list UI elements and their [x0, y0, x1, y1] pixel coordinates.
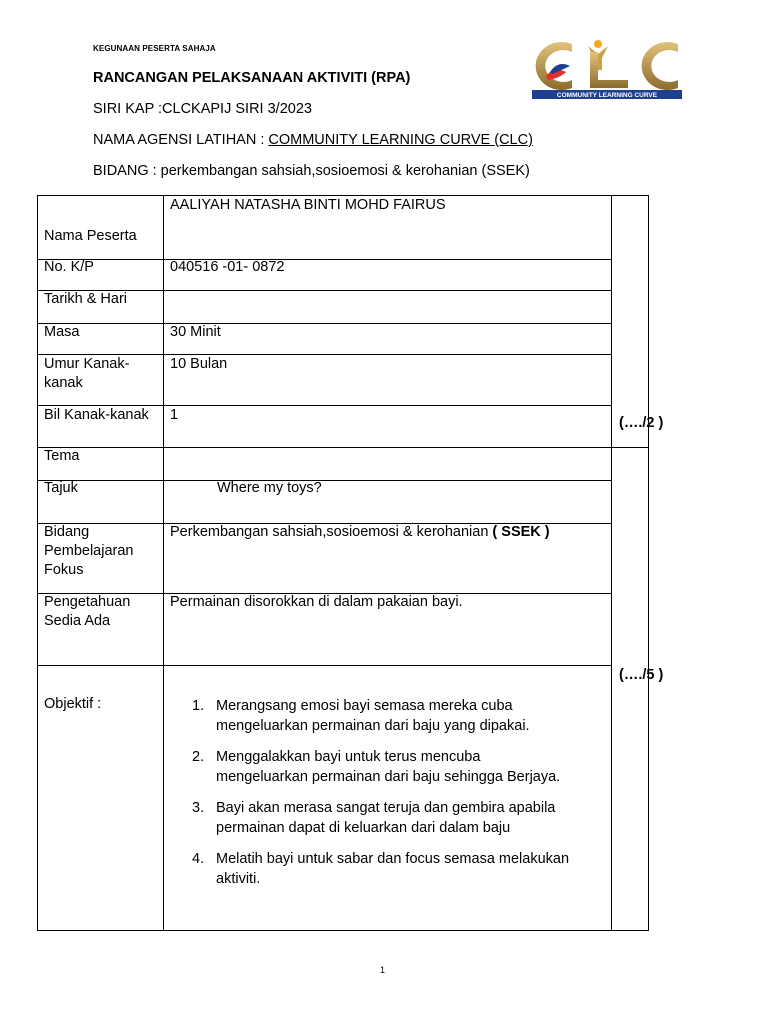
- value-masa: 30 Minit: [170, 324, 221, 340]
- label-pengetahuan-sedia-ada: [44, 593, 130, 631]
- objective-number: 3.: [192, 800, 205, 816]
- value-text: Perkembangan sahsiah,sosioemosi & kerohanian: [170, 524, 493, 540]
- label-nama-peserta: Nama Peserta: [44, 228, 137, 244]
- label-line: Bidang: [44, 524, 90, 540]
- value-bidang-pembelajaran-fokus: [170, 523, 550, 542]
- agency-name: COMMUNITY LEARNING CURVE (CLC): [268, 132, 533, 148]
- objective-line: mengeluarkan permainan dari baju yang dipakai.: [216, 718, 530, 734]
- objective-number: 1.: [192, 698, 205, 714]
- objective-item: [192, 849, 602, 889]
- objective-line: permainan dapat di keluarkan dari dalam baju: [216, 820, 511, 836]
- logo-letter-c-right: [642, 42, 678, 90]
- agency-label: NAMA AGENSI LATIHAN :: [93, 132, 269, 148]
- usage-label: KEGUNAAN PESERTA SAHAJA: [93, 44, 216, 53]
- objective-item: [192, 696, 602, 736]
- logo-tagline: COMMUNITY LEARNING CURVE: [556, 92, 658, 99]
- objective-line: Menggalakkan bayi untuk terus mencuba: [216, 749, 481, 765]
- field-line: BIDANG : perkembangan sahsiah,sosioemosi & kerohanian (SSEK): [93, 163, 530, 179]
- label-line: Umur Kanak-: [44, 356, 130, 372]
- page-number: 1: [380, 965, 386, 975]
- value-tajuk: Where my toys?: [217, 480, 322, 496]
- value-nama-peserta: AALIYAH NATASHA BINTI MOHD FAIRUS: [170, 197, 446, 213]
- label-objektif: Objektif :: [44, 696, 102, 712]
- value-bold-text: ( SSEK ): [492, 524, 550, 540]
- label-line: Fokus: [44, 562, 84, 578]
- value-no-kp: 040516 -01- 0872: [170, 259, 285, 275]
- objective-line: Merangsang emosi bayi semasa mereka cuba: [216, 698, 513, 714]
- label-masa: Masa: [44, 324, 80, 340]
- objectives-list: [192, 696, 602, 900]
- objective-line: Bayi akan merasa sangat teruja dan gembira apabila: [216, 800, 556, 816]
- label-tajuk: Tajuk: [44, 480, 78, 496]
- clc-logo: [532, 36, 682, 100]
- label-line: Pengetahuan: [44, 594, 131, 610]
- objective-item: [192, 798, 602, 838]
- label-tarikh-hari: Tarikh & Hari: [44, 291, 127, 307]
- objective-line: aktiviti.: [216, 871, 261, 887]
- logo-figure-head: [594, 40, 602, 48]
- value-umur-kanak-kanak: 10 Bulan: [170, 356, 228, 372]
- series-line: SIRI KAP :CLCKAPIJ SIRI 3/2023: [93, 101, 312, 117]
- label-no-kp: No. K/P: [44, 259, 94, 275]
- objective-item: [192, 747, 602, 787]
- value-bil-kanak-kanak: 1: [170, 407, 179, 423]
- clc-logo-graphic: [532, 36, 682, 100]
- label-line: Pembelajaran: [44, 543, 134, 559]
- value-pengetahuan-sedia-ada: Permainan disorokkan di dalam pakaian bayi.: [170, 594, 463, 610]
- label-line: kanak: [44, 375, 83, 391]
- document-title: RANCANGAN PELAKSANAAN AKTIVITI (RPA): [93, 70, 411, 86]
- label-tema: Tema: [44, 448, 80, 464]
- label-line: Sedia Ada: [44, 613, 111, 629]
- objective-line: Melatih bayi untuk sabar dan focus semasa melakukan: [216, 851, 570, 867]
- score-section-1: (…./2 ): [619, 415, 664, 431]
- agency-line: [93, 132, 533, 149]
- label-bidang-pembelajaran-fokus: [44, 523, 133, 580]
- label-umur-kanak-kanak: [44, 355, 129, 393]
- logo-letter-l: [590, 52, 628, 88]
- label-bil-kanak-kanak: Bil Kanak-kanak: [44, 407, 149, 423]
- objective-number: 4.: [192, 851, 205, 867]
- score-section-2: (…./5 ): [619, 667, 664, 683]
- objective-number: 2.: [192, 749, 205, 765]
- objective-line: mengeluarkan permainan dari baju sehingga Berjaya.: [216, 769, 561, 785]
